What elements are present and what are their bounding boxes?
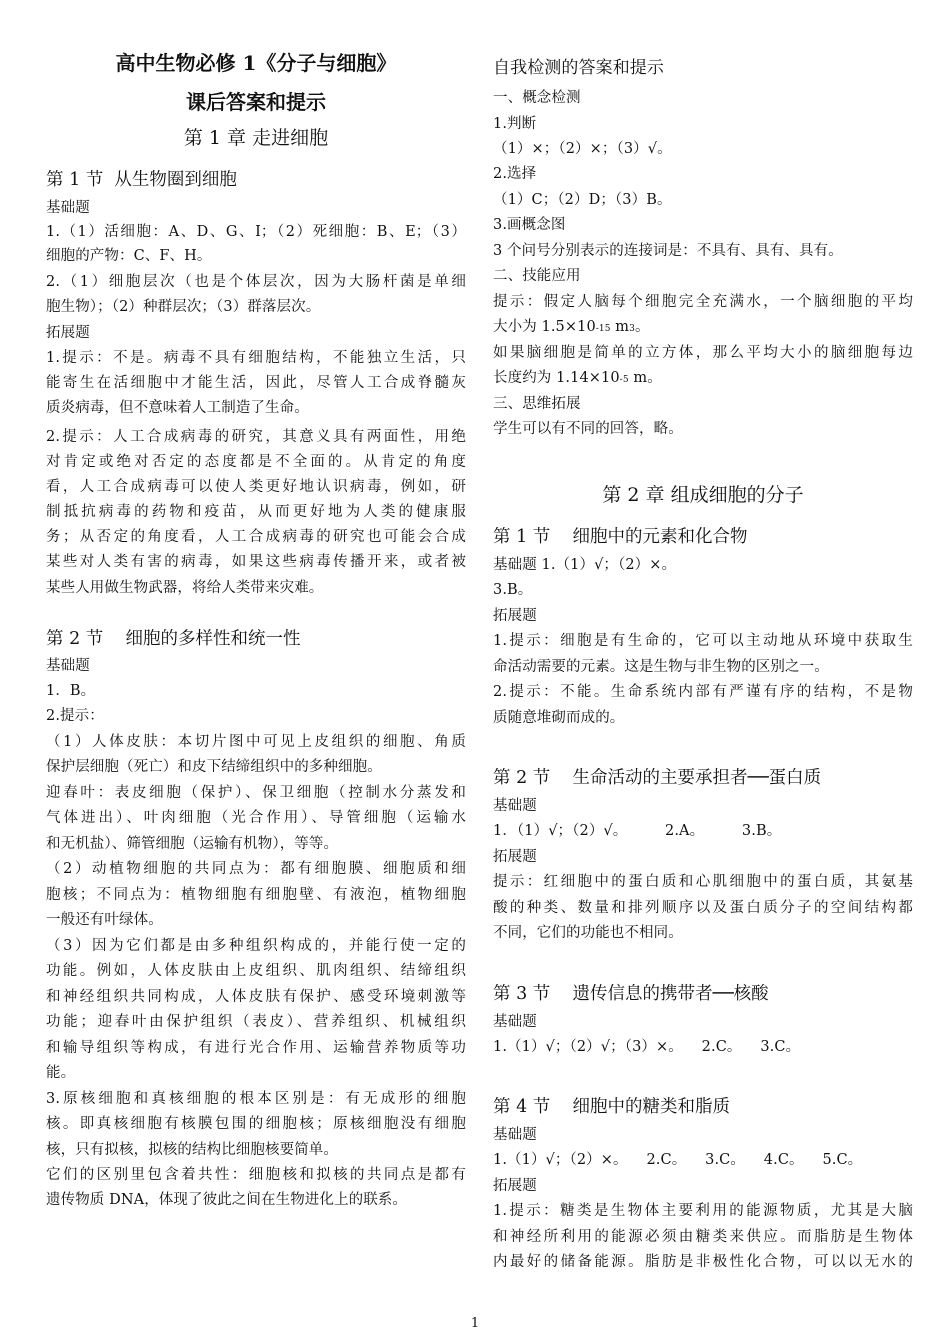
text-line: 基础题 — [46, 658, 90, 674]
section-title: 生命活动的主要承担者──蛋白质 — [572, 768, 822, 788]
text-line: 二、技能应用 — [493, 268, 581, 284]
text-line: 1.提示：细胞是有生命的，它可以主动地从环境中获取生 — [493, 633, 913, 649]
text-line: 细胞的产物：C、F、H。 — [46, 248, 212, 264]
text-line: 提示：假定人脑每个细胞完全充满水，一个脑细胞的平均 — [493, 294, 913, 310]
section-title: 遗传信息的携带者──核酸 — [572, 984, 769, 1004]
section-title: 从生物圈到细胞 — [114, 170, 237, 190]
text-line: 3.原核细胞和真核细胞的根本区别是：有无成形的细胞 — [46, 1091, 466, 1107]
text-line: 和神经组织共同构成，人体皮肤有保护、感受环境刺激等 — [46, 989, 466, 1005]
text-line: 看，人工合成病毒可以使人类更好地认识病毒，例如，研 — [46, 479, 466, 495]
page-number: 1 — [470, 1316, 480, 1331]
text-line: 1.提示：不是。病毒不具有细胞结构，不能独立生活，只 — [46, 350, 466, 366]
text-line: （1）C；（2）D；（3）B。 — [493, 192, 672, 208]
text-line: 1．（1）√；（2）√。 2.A。 3.B。 — [493, 823, 782, 839]
section-number: 第 1 节 — [493, 527, 551, 547]
text-line: 功能。例如，人体皮肤由上皮组织、肌肉组织、结缔组织 — [46, 963, 466, 979]
text-line: 某些人用做生物武器，将给人类带来灾难。 — [46, 580, 324, 596]
text-line: 三、思维拓展 — [493, 396, 581, 412]
text-line: 1．B。 — [46, 683, 96, 699]
text-line: （1）×；（2）×；（3）√。 — [493, 141, 672, 157]
text-line: 3.画概念图 — [493, 217, 566, 233]
chapter-1-heading: 第 1 章 走进细胞 — [183, 127, 329, 149]
text-line: 质随意堆砌而成的。 — [493, 710, 625, 726]
section-number: 第 2 节 — [46, 629, 104, 649]
text-line — [493, 317, 913, 337]
section-number: 第 3 节 — [493, 984, 551, 1004]
text-line: 迎春叶：表皮细胞（保护）、保卫细胞（控制水分蒸发和 — [46, 785, 466, 801]
text-line: 胞生物）；（2）种群层次；（3）群落层次。 — [46, 299, 321, 315]
text-line: 核。即真核细胞有核膜包围的细胞核；原核细胞没有细胞 — [46, 1116, 466, 1132]
text-line — [493, 368, 913, 388]
text-line: 1.（1）√；（2）√；（3）×。 2.C。 3.C。 — [493, 1039, 801, 1055]
text-line: 一、概念检测 — [493, 90, 581, 106]
text-line: 1.（1）活细胞：A、D、G、I；（2）死细胞：B、E；（3） — [46, 224, 466, 240]
section-number: 第 2 节 — [493, 768, 551, 788]
section-heading — [493, 523, 748, 548]
text-line: 气体进出）、叶肉细胞（光合作用）、导管细胞（运输水 — [46, 810, 466, 826]
text-line: 拓展题 — [493, 849, 537, 865]
section-number: 第 1 节 — [46, 170, 104, 190]
text-line: 拓展题 — [46, 325, 90, 341]
text-line: 它们的区别里包含着共性：细胞核和拟核的共同点是都有 — [46, 1167, 466, 1183]
text-line: 基础题 1.（1）√；（2）×。 — [493, 557, 677, 573]
text-line: 务；从否定的角度看，人工合成病毒的研究也可能会合成 — [46, 529, 466, 545]
text-fragment: m — [610, 319, 630, 335]
text-line: 和无机盐）、筛管细胞（运输有机物），等等。 — [46, 836, 339, 852]
section-1-heading — [46, 166, 237, 191]
text-line: 2.（1）细胞层次（也是个体层次，因为大肠杆菌是单细 — [46, 274, 466, 290]
text-line: （3）因为它们都是由多种组织构成的，并能行使一定的 — [46, 938, 466, 954]
exponent: -5 — [619, 375, 629, 385]
exponent: 3 — [629, 324, 635, 334]
text-fragment: 大小为 1.5×10 — [493, 319, 596, 335]
text-line: 2.提示：人工合成病毒的研究，其意义具有两面性，用绝 — [46, 429, 466, 445]
text-line: 能。 — [46, 1065, 76, 1081]
text-fragment: 长度约为 1.14×10 — [493, 370, 620, 386]
text-line: 和输导组织等构成，有进行光合作用、运输营养物质等功 — [46, 1040, 466, 1056]
text-line: 基础题 — [46, 200, 90, 216]
chapter-2-heading: 第 2 章 组成细胞的分子 — [602, 484, 804, 506]
text-line: 命活动需要的元素。这是生物与非生物的区别之一。 — [493, 659, 829, 675]
text-line: 制抵抗病毒的药物和疫苗，从而更好地为人类的健康服 — [46, 504, 466, 520]
text-line: 基础题 — [493, 1014, 537, 1030]
text-line: 胞核；不同点为：植物细胞有细胞壁、有液泡，植物细胞 — [46, 887, 466, 903]
text-line: 某些对人类有害的病毒，如果这些病毒传播开来，或者被 — [46, 554, 466, 570]
text-line: 3.B。 — [493, 582, 533, 598]
text-line: 1.判断 — [493, 116, 537, 132]
text-line: 不同，它们的功能也不相同。 — [493, 925, 683, 941]
section-heading — [493, 980, 769, 1005]
text-line: 内最好的储备能源。脂肪是非极性化合物，可以以无水的 — [493, 1254, 913, 1270]
text-line: 提示：红细胞中的蛋白质和心肌细胞中的蛋白质，其氨基 — [493, 874, 913, 890]
text-fragment: m。 — [628, 370, 662, 386]
text-line: 遗传物质 DNA，体现了彼此之间在生物进化上的联系。 — [46, 1192, 407, 1208]
section-heading — [493, 764, 821, 789]
text-line: 学生可以有不同的回答，略。 — [493, 421, 683, 437]
text-line: 1.提示：糖类是生物体主要利用的能源物质，尤其是大脑 — [493, 1203, 913, 1219]
text-line: 对肯定或绝对否定的态度都是不全面的。从肯定的角度 — [46, 454, 466, 470]
section-title: 细胞中的元素和化合物 — [572, 527, 748, 547]
text-line: 1.（1）√；（2）×。 2.C。 3.C。 4.C。 5.C。 — [493, 1152, 863, 1168]
text-line: 一般还有叶绿体。 — [46, 912, 163, 928]
section-title: 细胞中的糖类和脂质 — [572, 1097, 731, 1117]
section-number: 第 4 节 — [493, 1097, 551, 1117]
section-title: 细胞的多样性和统一性 — [125, 629, 301, 649]
text-line: （2）动植物细胞的共同点为：都有细胞膜、细胞质和细 — [46, 861, 466, 877]
text-line: 酸的种类、数量和排列顺序以及蛋白质分子的空间结构都 — [493, 900, 913, 916]
document-subtitle: 课后答案和提示 — [186, 90, 326, 114]
text-line: 质炎病毒，但不意味着人工制造了生命。 — [46, 400, 309, 416]
text-line: 基础题 — [493, 798, 537, 814]
text-line: 2.提示：不能。生命系统内部有严谨有序的结构，不是物 — [493, 684, 913, 700]
text-line: 拓展题 — [493, 608, 537, 624]
document-title: 高中生物必修 1《分子与细胞》 — [115, 51, 397, 75]
text-line: 如果脑细胞是简单的立方体，那么平均大小的脑细胞每边 — [493, 345, 913, 361]
text-line: 保护层细胞（死亡）和皮下结缔组织中的多种细胞。 — [46, 759, 382, 775]
section-2-heading — [46, 625, 301, 650]
text-fragment: 。 — [634, 319, 650, 335]
text-line: 和神经所利用的能源必须由糖类来供应。而脂肪是生物体 — [493, 1229, 913, 1245]
text-line: 3 个问号分别表示的连接词是：不具有、具有、具有。 — [493, 243, 843, 259]
text-line: 核，只有拟核，拟核的结构比细胞核要简单。 — [46, 1142, 338, 1158]
text-line: 2.提示： — [46, 708, 104, 724]
exponent: -15 — [595, 324, 611, 334]
text-line: （1）人体皮肤：本切片图中可见上皮组织的细胞、角质 — [46, 734, 466, 750]
text-line: 能寄生在活细胞中才能生活，因此，尽管人工合成脊髓灰 — [46, 375, 466, 391]
text-line: 拓展题 — [493, 1178, 537, 1194]
text-line: 功能；迎春叶由保护组织（表皮）、营养组织、机械组织 — [46, 1014, 466, 1030]
text-line: 基础题 — [493, 1127, 537, 1143]
text-line: 2.选择 — [493, 166, 537, 182]
section-heading — [493, 1093, 730, 1118]
self-test-heading: 自我检测的答案和提示 — [493, 58, 664, 78]
